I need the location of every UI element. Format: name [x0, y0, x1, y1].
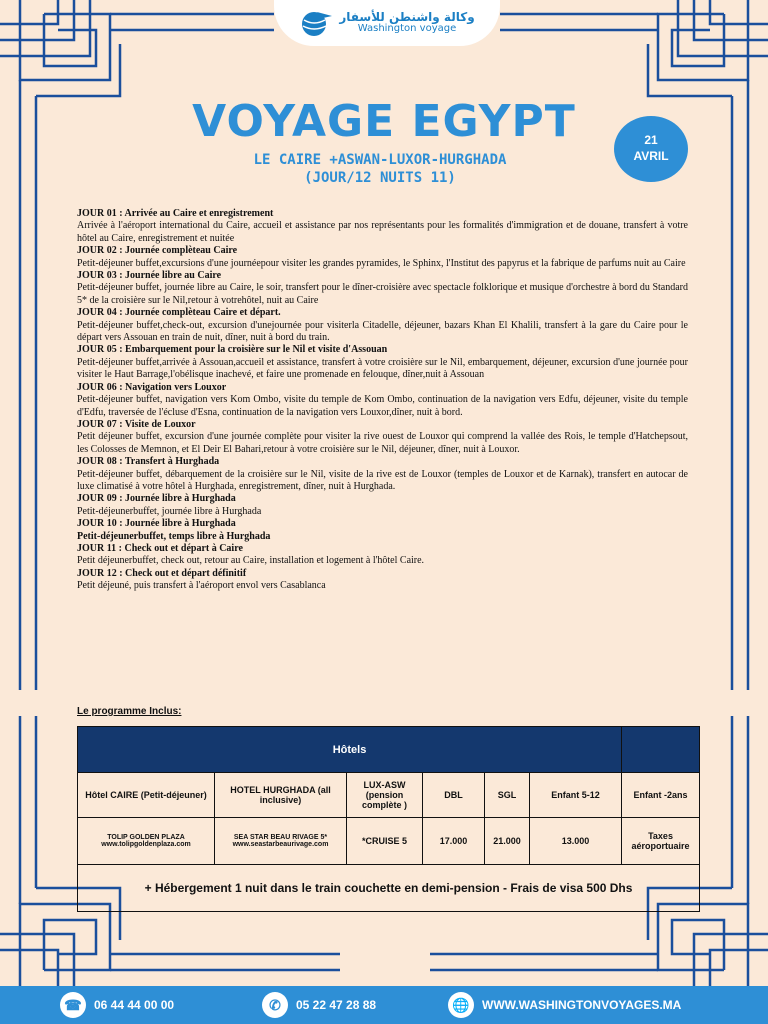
day-heading: JOUR 09 : Journée libre à Hurghada [77, 493, 236, 505]
day-heading: JOUR 01 : Arrivée au Caire et enregistrement [77, 208, 274, 219]
col-child: Enfant 5-12 [530, 773, 622, 818]
day-text: Petit-déjeuner buffet, journée libre au Caire, le soir, transfert pour le dîner-croisière avec spectacle folklorique et musique d'orchestre à bord du Standard 5* de la croisière sur le Nil,retour à votrehôtel, nuit au Caire [77, 282, 688, 306]
day-text: Petit-déjeunerbuffet, journée libre à Hurghada [77, 505, 262, 517]
cell-cruise: *CRUISE 5 [347, 818, 423, 865]
table-header-row [78, 727, 700, 773]
footer-whatsapp[interactable] [262, 992, 376, 1018]
cairo-hotel-name: TOLIP GOLDEN PLAZA [107, 834, 185, 841]
globe-plane-icon [299, 8, 333, 38]
day-text: Petit déjeunerbuffet, check out, retour au Caire, installation et logement à l'hôtel Caire. [77, 555, 425, 567]
day-heading: JOUR 12 : Check out et départ définitif [77, 567, 247, 579]
subtitle-duration: (JOUR/12 NUITS 11) [304, 170, 456, 186]
day-heading: JOUR 07 : Visite de Louxor [77, 418, 196, 430]
included-label: Le programme Inclus: [77, 706, 182, 717]
website-url: WWW.WASHINGTONVOYAGES.MA [482, 998, 682, 1012]
badge-month: AVRIL [633, 149, 669, 163]
col-infant: Enfant -2ans [622, 773, 700, 818]
table-columns-row [78, 773, 700, 818]
table-note-row [78, 865, 700, 912]
day-text: Petit-déjeuner buffet,arrivée à Assouan,accueil et assistance, transfert à votre croisière sur le Nil, embarquement, déjeuner, excursion d'une journée pour visiter le Haut Barrage,l'obélisque inachevé, et faire une promenade en felouque, dîner,nuit à Assouan [77, 356, 688, 381]
cell-hurghada-hotel [215, 818, 347, 865]
whatsapp-icon: ✆ [262, 992, 288, 1018]
footer-phone[interactable] [60, 992, 174, 1018]
day-heading: JOUR 10 : Journée libre à Hurghada [77, 518, 236, 530]
page-title: VOYAGE EGYPT [192, 96, 576, 147]
subtitle-route: LE CAIRE +ASWAN-LUXOR-HURGHADA [253, 152, 507, 168]
logo [274, 0, 500, 46]
program-itinerary [77, 208, 688, 593]
day-text: Petit-déjeuner buffet, navigation vers Kom Ombo, visite du temple de Kom Ombo, continuation de la navigation vers Edfu, déjeuner, visite du temple d'Edfu, traversée de l'écluse d'Esna, continuation de la navigation vers Louxor,dîner, nuit à bord. [77, 394, 688, 418]
col-lux-asw: LUX-ASW (pension complète ) [347, 773, 423, 818]
day-heading: JOUR 04 : Journée complèteau Caire et départ. [77, 307, 281, 319]
col-cairo-hotel: Hôtel CAIRE (Petit-déjeuner) [78, 773, 215, 818]
phone-number: 06 44 44 00 00 [94, 998, 175, 1012]
table-note: + Hébergement 1 nuit dans le train couchette en demi-pension - Frais de visa 500 Dhs [78, 865, 700, 912]
table-header-blank [622, 727, 700, 773]
hurghada-hotel-name: SEA STAR BEAU RIVAGE 5* [233, 834, 328, 841]
badge-day: 21 [644, 133, 658, 148]
day-text: Petit déjeuner buffet, excursion d'une journée complète pour visiter la rive ouest de Louxor qui comprend la vallée des Rois, le temple d'Hatchepsout, les Colosses de Memnon, et El Deir El Bahari,retour à votre croisière sur le Nil, déjeuner, dîner, nuit à Louxor. [77, 431, 688, 455]
table-row [78, 818, 700, 865]
day-text: Petit-déjeuner buffet, débarquement de la croisière sur le Nil, visite de la rive est de Louxor (temples de Louxor et de Karnak), transfert en autocar de luxe climatisé à votre hôtel à Hurghada, enregistrement, dîner, nuit à Hurghada. [77, 468, 688, 492]
day-text: Petit-déjeuner buffet,check-out, excursion d'unejournée pour visiterla Citadelle, déjeuner, bazars Khan El Khalili, transfert à la gare du Caire pour le départ vers Assouan en train de nuit, dîner, nuit à bord du train. [77, 319, 688, 344]
day-text: Petit déjeuné, puis transfert à l'aéroport envol vers Casablanca [77, 580, 326, 592]
col-dbl: DBL [423, 773, 485, 818]
cell-cairo-hotel [78, 818, 215, 865]
date-badge [614, 116, 688, 182]
table-header-hotels: Hôtels [78, 727, 622, 773]
day-text: Petit-déjeunerbuffet, temps libre à Hurghada [77, 530, 271, 542]
col-sgl: SGL [485, 773, 530, 818]
footer-bar [0, 986, 768, 1024]
cell-child: 13.000 [530, 818, 622, 865]
day-heading: JOUR 11 : Check out et départ à Caire [77, 542, 243, 554]
globe-icon: 🌐 [448, 992, 474, 1018]
day-heading: JOUR 06 : Navigation vers Louxor [77, 381, 227, 393]
col-hurghada-hotel: HOTEL HURGHADA (all inclusive) [215, 773, 347, 818]
day-text: Arrivée à l'aéroport international du Caire, accueil et assistance par nos représentants pour les formalités d'immigration et de douane, transfert à votre hôtel au Caire, enregistrement et nuitée [77, 220, 688, 244]
day-heading: JOUR 02 : Journée complèteau Caire [77, 245, 238, 257]
logo-arabic: وكالة واشنطن للأسفار [339, 10, 475, 25]
whatsapp-number: 05 22 47 28 88 [296, 998, 377, 1012]
day-heading: JOUR 05 : Embarquement pour la croisière sur le Nil et visite d'Assouan [77, 344, 388, 356]
cairo-hotel-url[interactable]: www.tolipgoldenplaza.com [101, 841, 191, 848]
cell-infant: Taxes aéroportuaire [622, 818, 700, 865]
hurghada-hotel-url[interactable]: www.seastarbeaurivage.com [232, 841, 329, 848]
cell-sgl: 21.000 [485, 818, 530, 865]
phone-icon: ☎ [60, 992, 86, 1018]
day-heading: JOUR 08 : Transfert à Hurghada [77, 456, 220, 468]
cell-dbl: 17.000 [423, 818, 485, 865]
pricing-table [77, 726, 699, 914]
day-text: Petit-déjeuner buffet,excursions d'une journéepour visiter les grandes pyramides, le Sphinx, l'Institut des papyrus et la fabrique de parfums nuit au Caire [77, 257, 686, 269]
day-heading: JOUR 03 : Journée libre au Caire [77, 270, 222, 282]
footer-website[interactable] [448, 992, 681, 1018]
logo-english: Washington voyage [357, 23, 457, 35]
